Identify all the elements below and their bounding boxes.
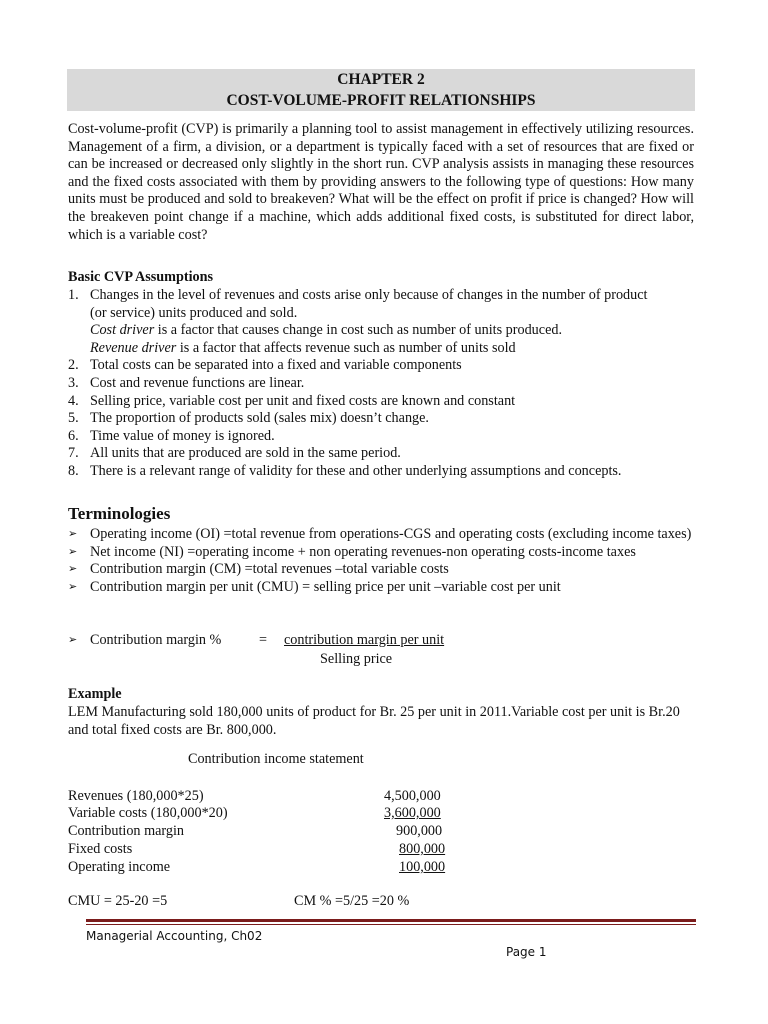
- cm-percent-calculation: CM % =5/25 =20 %: [294, 893, 410, 909]
- list-number: 5.: [68, 410, 79, 427]
- row-value: 800,000: [399, 841, 446, 857]
- revenue-driver-definition: [90, 340, 708, 358]
- row-value: 100,000: [399, 859, 446, 875]
- list-text: Cost and revenue functions are linear.: [90, 374, 305, 391]
- arrow-bullet-icon: ➢: [68, 563, 78, 576]
- list-item: [68, 393, 708, 411]
- list-number: 4.: [68, 392, 79, 409]
- example-text: LEM Manufacturing sold 180,000 units of product for Br. 25 per unit in 2011.Variable cost per unit is Br.20 and total fixed costs are Br. 800,000.: [68, 704, 680, 738]
- row-value: 900,000: [396, 823, 443, 839]
- chapter-header: [67, 69, 695, 111]
- row-label: Operating income: [68, 859, 171, 875]
- arrow-bullet-icon: ➢: [68, 545, 78, 558]
- list-item: [68, 445, 708, 463]
- list-text: Contribution margin per unit (CMU) = selling price per unit –variable cost per unit: [90, 578, 561, 595]
- statement-title: Contribution income statement: [188, 751, 364, 767]
- assumption-line: Changes in the level of revenues and costs arise only because of changes in the number of product: [90, 287, 648, 303]
- list-item: [68, 526, 698, 544]
- table-row: [68, 840, 450, 858]
- chapter-number: CHAPTER 2: [337, 71, 425, 88]
- list-text: All units that are produced are sold in the same period.: [90, 445, 401, 462]
- assumptions-heading: Basic CVP Assumptions: [68, 269, 214, 285]
- list-text: Total costs can be separated into a fixed and variable components: [90, 357, 462, 374]
- arrow-bullet-icon: ➢: [68, 528, 78, 540]
- list-item: [68, 579, 698, 597]
- table-row: [68, 787, 450, 805]
- list-item: [68, 463, 708, 481]
- list-number: 2.: [68, 357, 79, 374]
- cost-driver-definition: [90, 322, 708, 340]
- formula-equals: =: [259, 632, 268, 648]
- list-number: 7.: [68, 445, 79, 462]
- row-value: 3,600,000: [384, 805, 441, 821]
- list-item: [68, 428, 708, 446]
- formula-denominator: Selling price: [320, 651, 393, 667]
- arrow-bullet-icon: ➢: [68, 634, 78, 646]
- cost-driver-text: is a factor that causes change in cost such as number of units produced.: [154, 322, 563, 339]
- cost-driver-term: Cost driver: [90, 322, 155, 339]
- page-number: Page 1: [506, 945, 547, 959]
- chapter-title: COST-VOLUME-PROFIT RELATIONSHIPS: [226, 92, 536, 109]
- row-label: Variable costs (180,000*20): [68, 805, 228, 821]
- table-row: [68, 804, 450, 822]
- row-label: Revenues (180,000*25): [68, 788, 204, 804]
- footer-rule-thin: [86, 924, 696, 925]
- list-text: Contribution margin (CM) =total revenues –total variable costs: [90, 561, 449, 578]
- row-label: Contribution margin: [68, 823, 184, 839]
- list-number: 1.: [68, 287, 79, 303]
- terminologies-heading: Terminologies: [68, 504, 171, 523]
- list-text: There is a relevant range of validity for these and other underlying assumptions and concepts.: [90, 462, 622, 479]
- table-row: [68, 858, 450, 876]
- list-number: 6.: [68, 427, 79, 444]
- list-text: Net income (NI) =operating income + non operating revenues-non operating costs-income taxes: [90, 543, 636, 560]
- revenue-driver-text: is a factor that affects revenue such as number of units sold: [176, 339, 516, 356]
- formula-label: Contribution margin %: [90, 632, 222, 648]
- terminologies-list: [68, 526, 698, 596]
- intro-paragraph: Cost-volume-profit (CVP) is primarily a planning tool to assist management in effectively utilizing resources. Management of a firm, a division, or a department is typically faced with a set of resources that are fixed or can be increased or decreased only slightly in the short run. CVP analysis assists in managing these resources and the fixed costs associated with them by providing answers to the following type of questions: How many units must be produced and sold to breakeven? What will be the effect on profit if price is changed? How will the breakeven point change if a machine, which adds additional fixed costs, is substituted for direct labor, which is a variable cost?: [68, 121, 694, 243]
- row-value: 4,500,000: [384, 788, 441, 804]
- list-item: [68, 287, 708, 357]
- list-item: [68, 410, 708, 428]
- assumption-line: (or service) units produced and sold.: [90, 304, 298, 321]
- list-item: [68, 561, 698, 579]
- revenue-driver-term: Revenue driver: [90, 339, 177, 356]
- list-item: [68, 375, 708, 393]
- list-item: [68, 357, 708, 375]
- assumptions-list: [68, 287, 708, 481]
- footer-course-title: Managerial Accounting, Ch02: [86, 929, 263, 943]
- row-label: Fixed costs: [68, 841, 133, 857]
- footer-rule-thick: [86, 919, 696, 922]
- cmu-calculation: CMU = 25-20 =5: [68, 893, 168, 909]
- list-item: [68, 544, 698, 562]
- list-number: 8.: [68, 462, 79, 479]
- example-heading: Example: [68, 686, 122, 702]
- list-text: The proportion of products sold (sales mix) doesn’t change.: [90, 410, 429, 427]
- list-number: 3.: [68, 374, 79, 391]
- formula-numerator: contribution margin per unit: [284, 632, 445, 648]
- list-text: Time value of money is ignored.: [90, 427, 275, 444]
- table-row: [68, 822, 450, 840]
- list-text: Selling price, variable cost per unit and fixed costs are known and constant: [90, 392, 516, 409]
- arrow-bullet-icon: ➢: [68, 580, 78, 593]
- list-text: Operating income (OI) =total revenue from operations-CGS and operating costs (excluding income taxes): [90, 526, 692, 542]
